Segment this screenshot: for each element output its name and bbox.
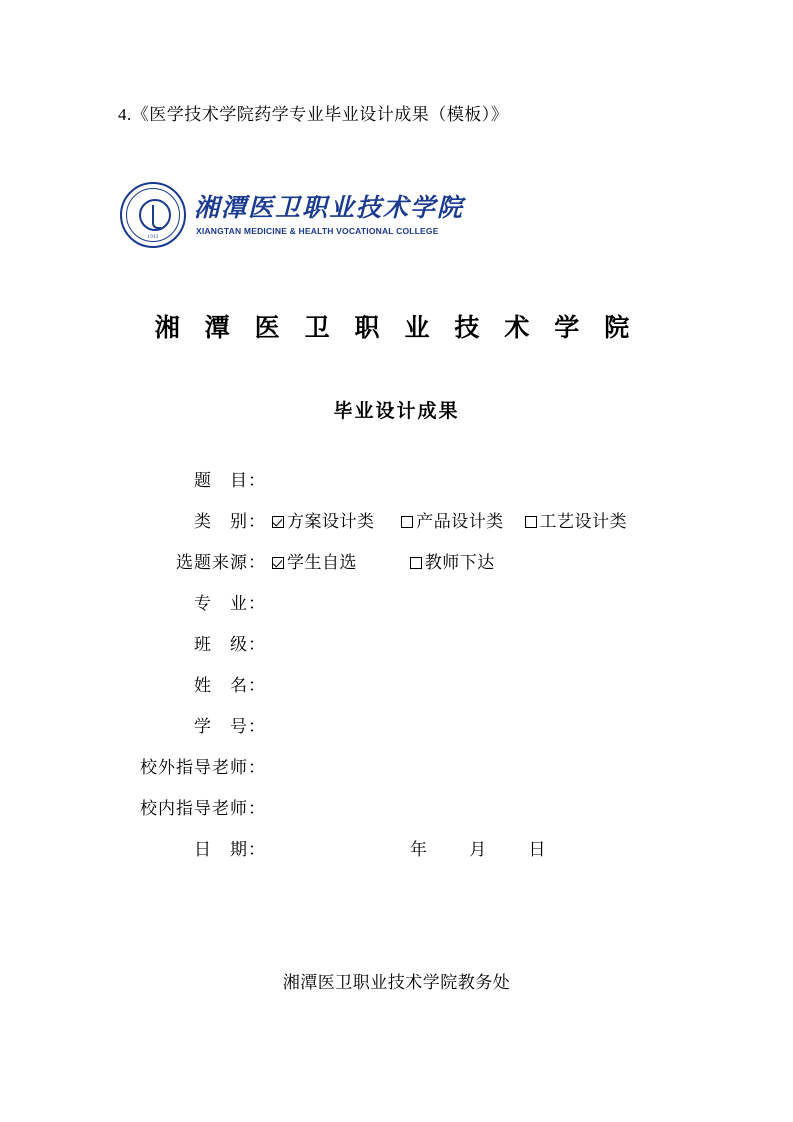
form-fields <box>0 466 793 876</box>
field-label-major: 专 业： <box>194 594 266 613</box>
page-subtitle: 毕业设计成果 <box>333 401 460 422</box>
field-label-date: 日 期： <box>194 840 266 859</box>
checkbox-empty-icon[interactable] <box>401 516 413 528</box>
category-option-1-label: 方案设计类 <box>287 512 375 531</box>
source-option-2[interactable] <box>410 548 495 573</box>
field-row-external-advisor <box>0 753 793 794</box>
source-option-1[interactable] <box>272 548 357 573</box>
field-row-date <box>0 835 793 876</box>
logo-college-name-cn: 湘潭医卫职业技术学院 <box>194 195 465 222</box>
field-row-category <box>0 507 793 548</box>
category-option-2-label: 产品设计类 <box>416 512 504 531</box>
category-option-2[interactable] <box>401 507 504 532</box>
field-value-date[interactable] <box>272 835 793 860</box>
field-row-source <box>0 548 793 589</box>
category-option-1[interactable] <box>272 507 375 532</box>
field-row-student-id <box>0 712 793 753</box>
field-label-external-advisor: 校外指导老师： <box>140 758 266 777</box>
logo-college-name-en: XIANGTAN MEDICINE & HEALTH VOCATIONAL COLLEGE <box>196 226 439 236</box>
field-row-internal-advisor <box>0 794 793 835</box>
checkbox-checked-icon[interactable] <box>272 516 284 528</box>
field-label-source: 选题来源： <box>176 553 266 572</box>
field-label-class: 班 级： <box>194 635 266 654</box>
checkbox-checked-icon[interactable] <box>272 557 284 569</box>
field-label-student-id: 学 号： <box>194 717 266 736</box>
source-option-1-label: 学生自选 <box>287 553 357 572</box>
field-value-source <box>272 548 793 573</box>
category-option-3[interactable] <box>525 507 628 532</box>
seal-monogram-icon <box>139 199 171 231</box>
field-label-subject: 题 目： <box>194 471 266 490</box>
footer-organization: 湘潭医卫职业技术学院教务处 <box>282 973 511 992</box>
category-option-3-label: 工艺设计类 <box>539 512 627 531</box>
seal-icon <box>120 182 186 248</box>
field-row-name <box>0 671 793 712</box>
field-row-class <box>0 630 793 671</box>
page-title: 湘 潭 医 卫 职 业 技 术 学 院 <box>154 314 639 342</box>
source-option-2-label: 教师下达 <box>424 553 495 572</box>
field-row-major <box>0 589 793 630</box>
checkbox-empty-icon[interactable] <box>410 557 422 569</box>
checkbox-empty-icon[interactable] <box>525 516 537 528</box>
date-day-label: 日 <box>528 840 546 859</box>
college-logo <box>120 182 465 252</box>
field-label-name: 姓 名： <box>194 676 266 695</box>
field-label-category: 类 别： <box>194 512 266 531</box>
field-row-subject <box>0 466 793 507</box>
field-value-category <box>272 507 793 532</box>
date-year-label: 年 <box>410 840 427 859</box>
field-label-internal-advisor: 校内指导老师： <box>140 799 266 818</box>
date-month-label: 月 <box>469 840 487 859</box>
document-heading: 4.《医学技术学院药学专业毕业设计成果（模板）》 <box>118 105 509 124</box>
seal-year: 1913 <box>147 235 159 240</box>
